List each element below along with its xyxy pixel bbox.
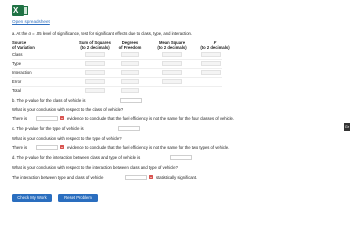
interaction-f-input[interactable] — [201, 70, 221, 75]
header-df-line1: Degrees — [121, 40, 139, 45]
part-d-question: What is your conclusion with respect to the interaction between class and type of vehicle? — [12, 165, 178, 170]
excel-icon[interactable] — [12, 5, 24, 16]
row-label-class: Class — [12, 52, 23, 57]
alpha-symbol: α — [28, 31, 31, 36]
part-b-conclusion-text: evidence to conclude that the fuel efficiency is not the same for the four classes of vehicle. — [67, 116, 235, 121]
part-c-conclusion-text: evidence to conclude that the fuel efficiency is not the same for the two types of vehicle. — [67, 145, 230, 150]
interaction-ss-input[interactable] — [85, 70, 105, 75]
part-b-question: What is your conclusion with respect to the class of vehicle? — [12, 107, 124, 112]
part-c-label: c. The p-value for the type of vehicle is — [12, 126, 84, 131]
side-tab[interactable]: Gr — [344, 124, 350, 129]
row-divider — [12, 77, 222, 78]
part-b-there-is: There is — [12, 116, 28, 121]
check-my-work-button[interactable]: Check My Work — [12, 194, 52, 202]
header-ss-line1: Sum of Squares — [79, 40, 111, 45]
row-divider — [12, 59, 222, 60]
part-d-pvalue-select[interactable] — [170, 155, 192, 160]
dropdown-arrow-icon[interactable] — [149, 175, 153, 179]
part-d-statement: The interaction between type and class of vehicle — [12, 175, 104, 180]
part-d-suffix: statistically significant. — [156, 175, 198, 180]
class-ms-input[interactable] — [162, 52, 182, 57]
excel-icon-letter: X — [13, 6, 19, 15]
header-f — [190, 40, 240, 50]
row-label-type: Type — [12, 61, 22, 66]
header-f-line2: (to 2 decimals) — [200, 45, 230, 50]
type-f-input[interactable] — [201, 61, 221, 66]
row-divider — [12, 68, 222, 69]
part-c-question: What is your conclusion with respect to the type of vehicle? — [12, 136, 122, 141]
header-source — [12, 40, 35, 50]
header-f-line1: F — [213, 40, 217, 45]
dropdown-arrow-icon[interactable] — [60, 116, 64, 120]
type-df-input[interactable] — [121, 61, 139, 66]
header-source-line2: of Variation — [12, 45, 35, 50]
part-b-pvalue-select[interactable] — [120, 98, 142, 103]
class-f-input[interactable] — [201, 52, 221, 57]
header-ms-line1: Mean Square — [158, 40, 186, 45]
dropdown-arrow-icon[interactable] — [60, 145, 64, 149]
part-c-pvalue-select[interactable] — [118, 126, 140, 131]
part-a-question — [12, 31, 192, 36]
part-c-there-is: There is — [12, 145, 28, 150]
open-spreadsheet-link[interactable]: Open spreadsheet — [12, 19, 50, 24]
header-ss-line2: (to 2 decimals) — [80, 45, 110, 50]
part-d-label: d. The p-value for the interaction between class and type of vehicle is — [12, 155, 141, 160]
part-d-conclusion-select[interactable] — [125, 175, 147, 180]
part-b-label: b. The p-value for the class of vehicle is — [12, 98, 86, 103]
row-label-error: Error — [12, 79, 22, 84]
row-label-interaction: Interaction — [12, 70, 32, 75]
part-a-prefix: a. At the — [12, 31, 28, 36]
alpha-value: = .05 — [30, 31, 42, 36]
error-ss-input[interactable] — [85, 79, 105, 84]
header-source-line1: Source — [12, 40, 27, 45]
class-df-input[interactable] — [121, 52, 139, 57]
part-c-conclusion-select[interactable] — [36, 145, 58, 150]
header-df-line2: of Freedom — [118, 45, 142, 50]
row-divider — [12, 86, 222, 87]
total-ss-input[interactable] — [85, 88, 105, 93]
row-label-total: Total — [12, 88, 21, 93]
interaction-ms-input[interactable] — [162, 70, 182, 75]
part-a-suffix: level of significance, test for significant effects due to class, type, and interaction. — [41, 31, 193, 36]
error-df-input[interactable] — [121, 79, 139, 84]
header-ms-line2: (to 2 decimals) — [157, 45, 187, 50]
error-ms-input[interactable] — [162, 79, 182, 84]
header-degrees-of-freedom — [110, 40, 150, 50]
interaction-df-input[interactable] — [121, 70, 139, 75]
class-ss-input[interactable] — [85, 52, 105, 57]
part-b-conclusion-select[interactable] — [36, 116, 58, 121]
total-df-input[interactable] — [121, 88, 139, 93]
type-ms-input[interactable] — [162, 61, 182, 66]
reset-problem-button[interactable]: Reset Problem — [58, 194, 98, 202]
type-ss-input[interactable] — [85, 61, 105, 66]
